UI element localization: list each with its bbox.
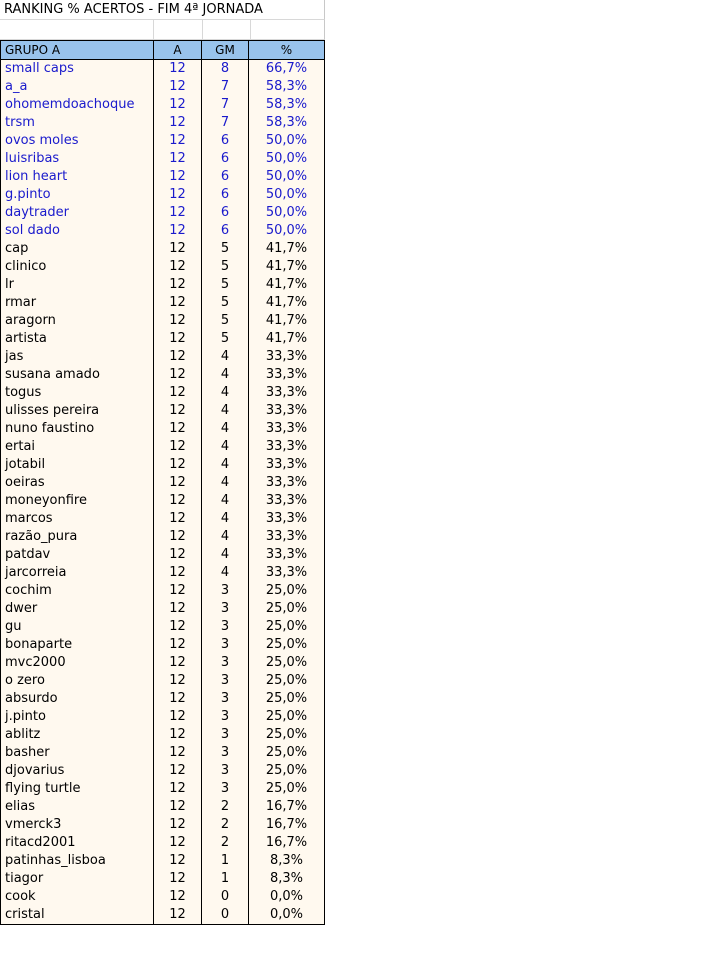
cell-a: 12	[154, 726, 202, 744]
ranking-sheet	[0, 0, 325, 925]
cell-pct: 58,3%	[249, 96, 325, 114]
blank-row	[0, 20, 325, 40]
cell-name: moneyonfire	[1, 492, 154, 510]
cell-pct: 25,0%	[249, 690, 325, 708]
cell-name: bonaparte	[1, 636, 154, 654]
table-row	[1, 258, 325, 276]
table-row	[1, 204, 325, 222]
cell-pct: 33,3%	[249, 366, 325, 384]
cell-name: cap	[1, 240, 154, 258]
cell-name: tiagor	[1, 870, 154, 888]
cell-pct: 33,3%	[249, 474, 325, 492]
cell-a: 12	[154, 636, 202, 654]
cell-pct: 25,0%	[249, 780, 325, 798]
cell-a: 12	[154, 222, 202, 240]
cell-gm: 3	[202, 582, 249, 600]
cell-pct: 50,0%	[249, 204, 325, 222]
cell-gm: 4	[202, 546, 249, 564]
cell-gm: 4	[202, 564, 249, 582]
cell-pct: 50,0%	[249, 168, 325, 186]
header-a: A	[154, 41, 202, 60]
table-row	[1, 870, 325, 888]
table-row	[1, 78, 325, 96]
cell-name: basher	[1, 744, 154, 762]
cell-name: cook	[1, 888, 154, 906]
cell-a: 12	[154, 384, 202, 402]
cell-name: g.pinto	[1, 186, 154, 204]
cell-name: ovos moles	[1, 132, 154, 150]
cell-name: luisribas	[1, 150, 154, 168]
table-row	[1, 798, 325, 816]
cell-a: 12	[154, 474, 202, 492]
cell-pct: 33,3%	[249, 564, 325, 582]
table-row	[1, 114, 325, 132]
cell-a: 12	[154, 546, 202, 564]
cell-a: 12	[154, 330, 202, 348]
cell-name: patdav	[1, 546, 154, 564]
cell-gm: 3	[202, 780, 249, 798]
cell-pct: 33,3%	[249, 402, 325, 420]
cell-gm: 5	[202, 258, 249, 276]
cell-a: 12	[154, 816, 202, 834]
cell-pct: 25,0%	[249, 600, 325, 618]
cell-a: 12	[154, 114, 202, 132]
table-row	[1, 312, 325, 330]
table-row	[1, 222, 325, 240]
cell-a: 12	[154, 402, 202, 420]
cell-pct: 41,7%	[249, 258, 325, 276]
table-row	[1, 402, 325, 420]
cell-name: absurdo	[1, 690, 154, 708]
cell-a: 12	[154, 204, 202, 222]
cell-pct: 16,7%	[249, 816, 325, 834]
cell-name: cochim	[1, 582, 154, 600]
cell-a: 12	[154, 78, 202, 96]
cell-gm: 3	[202, 600, 249, 618]
cell-a: 12	[154, 672, 202, 690]
cell-gm: 0	[202, 906, 249, 925]
cell-name: j.pinto	[1, 708, 154, 726]
cell-gm: 6	[202, 132, 249, 150]
table-row	[1, 276, 325, 294]
header-gm: GM	[202, 41, 249, 60]
ranking-table	[0, 40, 325, 925]
cell-gm: 6	[202, 204, 249, 222]
cell-a: 12	[154, 312, 202, 330]
cell-a: 12	[154, 888, 202, 906]
cell-gm: 4	[202, 366, 249, 384]
cell-a: 12	[154, 564, 202, 582]
table-row	[1, 654, 325, 672]
cell-name: ertai	[1, 438, 154, 456]
cell-gm: 2	[202, 816, 249, 834]
cell-name: ritacd2001	[1, 834, 154, 852]
cell-a: 12	[154, 240, 202, 258]
cell-gm: 2	[202, 798, 249, 816]
cell-pct: 58,3%	[249, 78, 325, 96]
cell-name: razão_pura	[1, 528, 154, 546]
cell-name: jas	[1, 348, 154, 366]
cell-a: 12	[154, 420, 202, 438]
cell-gm: 2	[202, 834, 249, 852]
table-row	[1, 582, 325, 600]
cell-gm: 5	[202, 240, 249, 258]
cell-gm: 4	[202, 348, 249, 366]
cell-gm: 0	[202, 888, 249, 906]
cell-gm: 8	[202, 60, 249, 79]
cell-gm: 1	[202, 852, 249, 870]
cell-a: 12	[154, 582, 202, 600]
cell-pct: 33,3%	[249, 492, 325, 510]
table-row	[1, 240, 325, 258]
cell-pct: 33,3%	[249, 546, 325, 564]
cell-name: daytrader	[1, 204, 154, 222]
cell-a: 12	[154, 438, 202, 456]
cell-gm: 4	[202, 402, 249, 420]
cell-a: 12	[154, 348, 202, 366]
cell-a: 12	[154, 96, 202, 114]
cell-a: 12	[154, 798, 202, 816]
cell-name: gu	[1, 618, 154, 636]
cell-name: ulisses pereira	[1, 402, 154, 420]
table-row	[1, 168, 325, 186]
cell-name: nuno faustino	[1, 420, 154, 438]
cell-pct: 41,7%	[249, 330, 325, 348]
cell-gm: 5	[202, 330, 249, 348]
cell-a: 12	[154, 780, 202, 798]
cell-gm: 3	[202, 708, 249, 726]
cell-name: togus	[1, 384, 154, 402]
cell-name: elias	[1, 798, 154, 816]
cell-name: artista	[1, 330, 154, 348]
cell-a: 12	[154, 510, 202, 528]
cell-name: trsm	[1, 114, 154, 132]
cell-name: aragorn	[1, 312, 154, 330]
cell-gm: 3	[202, 726, 249, 744]
cell-pct: 50,0%	[249, 150, 325, 168]
cell-gm: 6	[202, 168, 249, 186]
cell-gm: 7	[202, 114, 249, 132]
table-row	[1, 510, 325, 528]
header-row	[1, 41, 325, 60]
cell-gm: 3	[202, 744, 249, 762]
header-group: GRUPO A	[1, 41, 154, 60]
cell-a: 12	[154, 870, 202, 888]
cell-a: 12	[154, 906, 202, 925]
table-row	[1, 330, 325, 348]
cell-gm: 4	[202, 492, 249, 510]
cell-a: 12	[154, 492, 202, 510]
cell-name: cristal	[1, 906, 154, 925]
table-row	[1, 186, 325, 204]
cell-name: mvc2000	[1, 654, 154, 672]
table-row	[1, 672, 325, 690]
cell-name: a_a	[1, 78, 154, 96]
table-row	[1, 438, 325, 456]
cell-pct: 25,0%	[249, 762, 325, 780]
cell-name: rmar	[1, 294, 154, 312]
cell-a: 12	[154, 456, 202, 474]
cell-a: 12	[154, 132, 202, 150]
cell-pct: 33,3%	[249, 384, 325, 402]
cell-pct: 8,3%	[249, 852, 325, 870]
cell-a: 12	[154, 762, 202, 780]
cell-a: 12	[154, 168, 202, 186]
cell-gm: 3	[202, 762, 249, 780]
cell-name: flying turtle	[1, 780, 154, 798]
table-row	[1, 564, 325, 582]
cell-a: 12	[154, 150, 202, 168]
cell-pct: 25,0%	[249, 654, 325, 672]
cell-pct: 41,7%	[249, 294, 325, 312]
cell-name: sol dado	[1, 222, 154, 240]
cell-gm: 4	[202, 528, 249, 546]
cell-name: small caps	[1, 60, 154, 79]
cell-name: djovarius	[1, 762, 154, 780]
table-row	[1, 906, 325, 925]
table-row	[1, 492, 325, 510]
cell-pct: 33,3%	[249, 456, 325, 474]
cell-pct: 25,0%	[249, 708, 325, 726]
cell-a: 12	[154, 528, 202, 546]
cell-pct: 33,3%	[249, 420, 325, 438]
cell-pct: 33,3%	[249, 348, 325, 366]
table-row	[1, 852, 325, 870]
table-row	[1, 690, 325, 708]
table-row	[1, 366, 325, 384]
table-row	[1, 528, 325, 546]
cell-pct: 50,0%	[249, 186, 325, 204]
cell-pct: 50,0%	[249, 222, 325, 240]
cell-gm: 4	[202, 456, 249, 474]
cell-gm: 3	[202, 654, 249, 672]
cell-gm: 4	[202, 510, 249, 528]
cell-name: ablitz	[1, 726, 154, 744]
cell-gm: 6	[202, 186, 249, 204]
cell-name: clinico	[1, 258, 154, 276]
cell-a: 12	[154, 852, 202, 870]
cell-pct: 25,0%	[249, 744, 325, 762]
cell-a: 12	[154, 276, 202, 294]
cell-pct: 58,3%	[249, 114, 325, 132]
cell-gm: 3	[202, 672, 249, 690]
table-row	[1, 762, 325, 780]
cell-gm: 3	[202, 636, 249, 654]
cell-pct: 16,7%	[249, 798, 325, 816]
cell-gm: 5	[202, 276, 249, 294]
cell-gm: 4	[202, 384, 249, 402]
cell-name: jotabil	[1, 456, 154, 474]
cell-gm: 5	[202, 312, 249, 330]
table-row	[1, 474, 325, 492]
cell-pct: 33,3%	[249, 438, 325, 456]
table-row	[1, 150, 325, 168]
cell-pct: 8,3%	[249, 870, 325, 888]
cell-pct: 33,3%	[249, 510, 325, 528]
cell-name: patinhas_lisboa	[1, 852, 154, 870]
sheet-title: RANKING % ACERTOS - FIM 4ª JORNADA	[0, 0, 325, 20]
cell-name: marcos	[1, 510, 154, 528]
cell-a: 12	[154, 258, 202, 276]
table-row	[1, 60, 325, 79]
cell-pct: 16,7%	[249, 834, 325, 852]
cell-name: lion heart	[1, 168, 154, 186]
cell-a: 12	[154, 690, 202, 708]
table-row	[1, 636, 325, 654]
cell-gm: 4	[202, 438, 249, 456]
cell-a: 12	[154, 366, 202, 384]
cell-pct: 25,0%	[249, 582, 325, 600]
cell-name: vmerck3	[1, 816, 154, 834]
cell-gm: 6	[202, 150, 249, 168]
cell-name: dwer	[1, 600, 154, 618]
cell-gm: 7	[202, 78, 249, 96]
cell-name: susana amado	[1, 366, 154, 384]
cell-a: 12	[154, 708, 202, 726]
table-row	[1, 780, 325, 798]
cell-pct: 25,0%	[249, 618, 325, 636]
table-row	[1, 744, 325, 762]
cell-a: 12	[154, 744, 202, 762]
cell-pct: 0,0%	[249, 906, 325, 925]
table-row	[1, 600, 325, 618]
cell-name: oeiras	[1, 474, 154, 492]
table-row	[1, 546, 325, 564]
cell-a: 12	[154, 654, 202, 672]
cell-pct: 66,7%	[249, 60, 325, 79]
cell-pct: 33,3%	[249, 528, 325, 546]
table-row	[1, 96, 325, 114]
cell-gm: 4	[202, 420, 249, 438]
cell-gm: 4	[202, 474, 249, 492]
table-row	[1, 456, 325, 474]
cell-a: 12	[154, 834, 202, 852]
cell-gm: 5	[202, 294, 249, 312]
cell-name: o zero	[1, 672, 154, 690]
cell-a: 12	[154, 186, 202, 204]
table-row	[1, 294, 325, 312]
cell-a: 12	[154, 600, 202, 618]
cell-name: ohomemdoachoque	[1, 96, 154, 114]
cell-pct: 25,0%	[249, 672, 325, 690]
cell-pct: 41,7%	[249, 276, 325, 294]
table-row	[1, 132, 325, 150]
cell-gm: 1	[202, 870, 249, 888]
cell-a: 12	[154, 294, 202, 312]
cell-gm: 3	[202, 618, 249, 636]
table-row	[1, 726, 325, 744]
table-row	[1, 834, 325, 852]
cell-gm: 6	[202, 222, 249, 240]
table-row	[1, 618, 325, 636]
header-pct: %	[249, 41, 325, 60]
cell-name: jarcorreia	[1, 564, 154, 582]
cell-pct: 41,7%	[249, 312, 325, 330]
cell-pct: 25,0%	[249, 636, 325, 654]
table-row	[1, 384, 325, 402]
cell-a: 12	[154, 618, 202, 636]
cell-gm: 3	[202, 690, 249, 708]
cell-pct: 41,7%	[249, 240, 325, 258]
table-row	[1, 888, 325, 906]
cell-pct: 0,0%	[249, 888, 325, 906]
cell-gm: 7	[202, 96, 249, 114]
table-row	[1, 420, 325, 438]
cell-pct: 25,0%	[249, 726, 325, 744]
cell-name: lr	[1, 276, 154, 294]
cell-pct: 50,0%	[249, 132, 325, 150]
table-row	[1, 348, 325, 366]
cell-a: 12	[154, 60, 202, 79]
table-row	[1, 816, 325, 834]
table-row	[1, 708, 325, 726]
